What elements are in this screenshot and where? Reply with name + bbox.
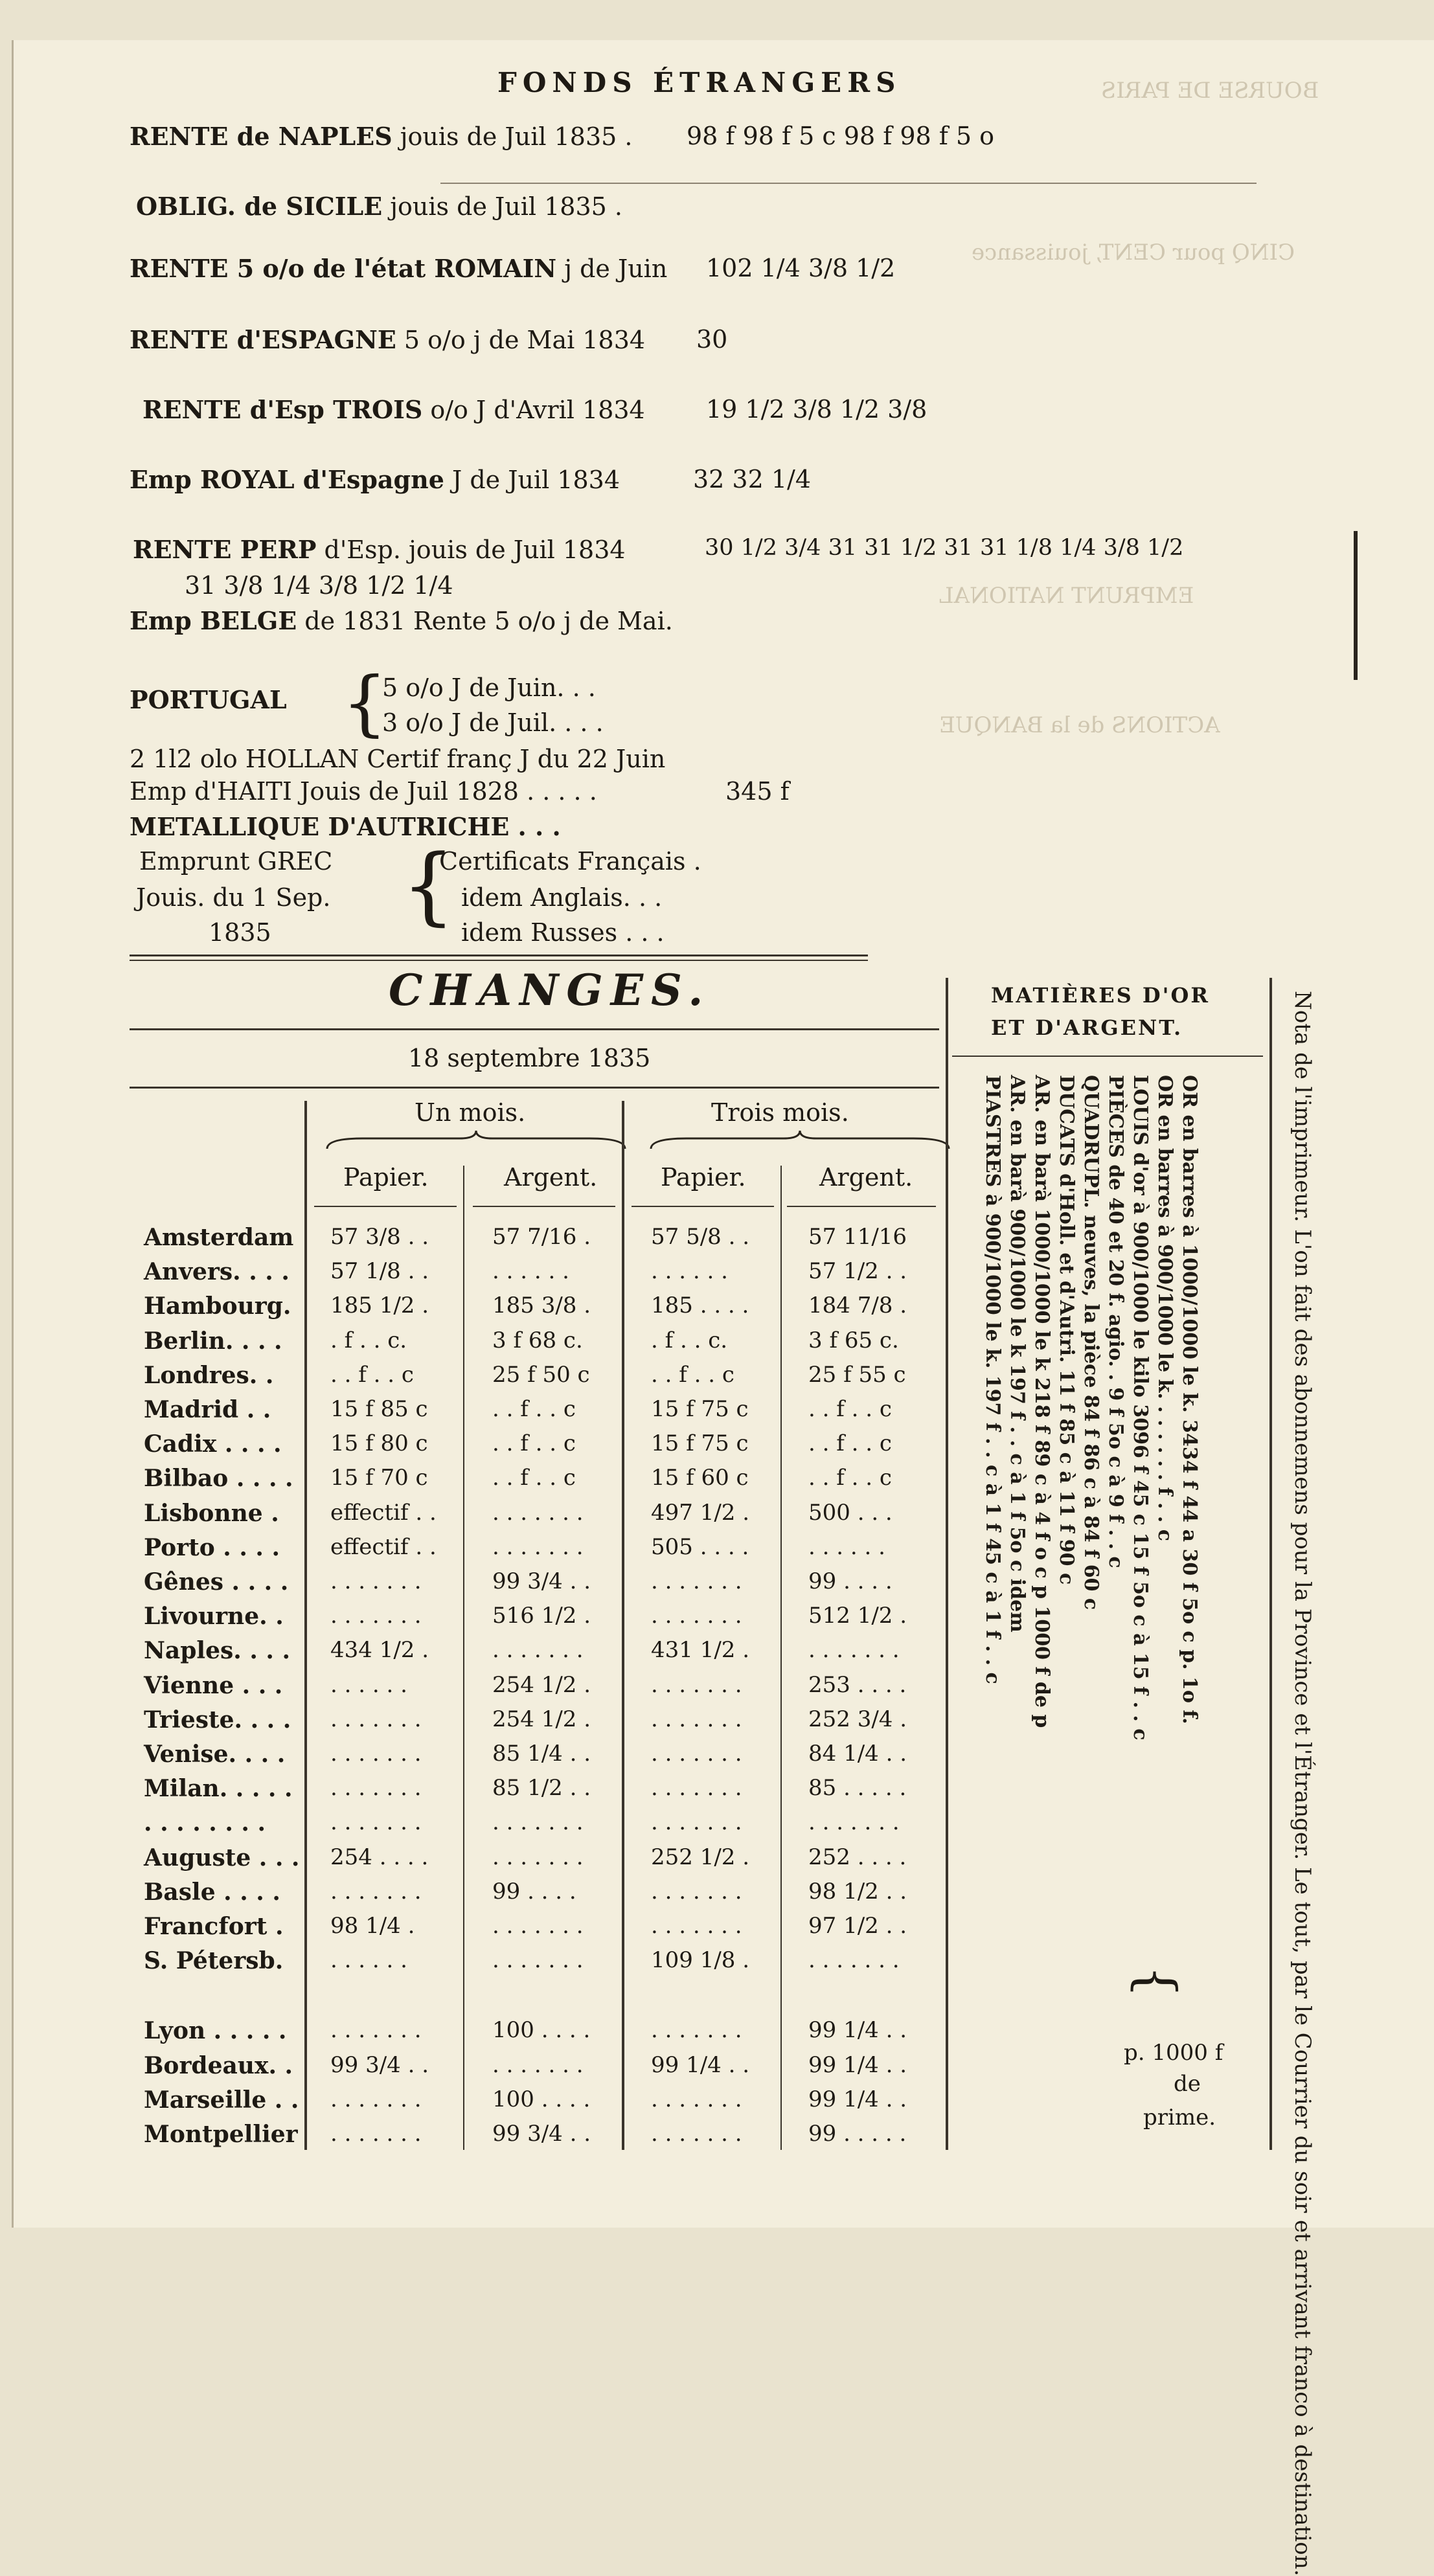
- matieres-line: PIASTRES à 900/1000 le k. 197 f . . c à 1 f 45 c à 1 f . . c: [981, 1075, 1004, 1684]
- cell-un-mois-papier: . . . . . . .: [330, 2121, 422, 2147]
- column-rule: [622, 1101, 624, 2150]
- cell-trois-mois-papier: 497 1/2 .: [651, 1499, 750, 1526]
- cell-trois-mois-papier: . . . . . . .: [651, 1741, 742, 1767]
- cell-trois-mois-papier: . . . . . . .: [651, 1603, 742, 1629]
- cell-un-mois-argent: 516 1/2 .: [492, 1603, 591, 1629]
- portugal-line: 5 o/o J de Juin. . .: [382, 673, 596, 702]
- prime-text: p. 1000 f: [1124, 2040, 1223, 2066]
- fonds-values: 98 f 98 f 5 c 98 f 98 f 5 o: [687, 122, 995, 150]
- matieres-title: ET D'ARGENT.: [991, 1015, 1183, 1040]
- col-header-trois-mois: Trois mois.: [711, 1098, 849, 1127]
- ghost-text: EMPRUNT NATIONAL: [939, 583, 1194, 609]
- fonds-line: Emp ROYAL d'Espagne J de Juil 1834: [130, 465, 620, 494]
- grec-label: Jouis. du 1 Sep.: [136, 883, 331, 912]
- cell-trois-mois-argent: 184 7/8 .: [808, 1293, 907, 1319]
- cell-un-mois-argent: . . . . . . .: [492, 1533, 584, 1560]
- cell-un-mois-papier: . . . . . .: [330, 1671, 407, 1698]
- metallique-line: METALLIQUE D'AUTRICHE . . .: [130, 812, 561, 841]
- matieres-title: MATIÈRES D'OR: [991, 983, 1210, 1008]
- matieres-line: AR. en barà 900/1000 le k 197 f . . c à 1 f 5o c idem: [1006, 1075, 1029, 1633]
- cell-trois-mois-argent: 252 3/4 .: [808, 1706, 907, 1732]
- cell-trois-mois-argent: 252 . . . .: [808, 1844, 907, 1870]
- cell-un-mois-papier: . . . . . . .: [330, 1775, 422, 1802]
- grec-cert: idem Russes . . .: [461, 918, 665, 947]
- cell-un-mois-argent: . . . . . .: [492, 1258, 569, 1285]
- city-name: Trieste. . . .: [144, 1706, 291, 1734]
- cell-un-mois-papier: . . f . . c: [330, 1361, 414, 1388]
- fonds-line: RENTE d'Esp TROIS o/o J d'Avril 1834: [142, 395, 645, 424]
- cell-un-mois-argent: 25 f 50 c: [492, 1361, 590, 1388]
- fonds-line: RENTE de NAPLES jouis de Juil 1835 .: [130, 122, 633, 151]
- cell-un-mois-argent: 3 f 68 c.: [492, 1327, 583, 1353]
- cell-trois-mois-papier: . . . . . . .: [651, 2017, 742, 2044]
- cell-trois-mois-argent: 25 f 55 c: [808, 1361, 906, 1388]
- cell-un-mois-papier: 98 1/4 .: [330, 1913, 415, 1939]
- matieres-line: DUCATS d'Holl. et d'Autri. 11 f 85 c à 11 f 90 c: [1055, 1075, 1078, 1585]
- cell-un-mois-papier: 15 f 80 c: [330, 1430, 428, 1457]
- cell-trois-mois-argent: 253 . . . .: [808, 1671, 907, 1698]
- cell-trois-mois-argent: . . f . . c: [808, 1396, 892, 1422]
- ghost-text: CINQ pour CENT, jouissance: [972, 240, 1295, 266]
- cell-trois-mois-papier: 185 . . . .: [651, 1293, 749, 1319]
- city-name: Anvers. . . .: [144, 1258, 290, 1286]
- cell-trois-mois-papier: 505 . . . .: [651, 1533, 749, 1560]
- column-rule: [304, 1101, 307, 2150]
- cell-un-mois-papier: . . . . . . .: [330, 2086, 422, 2112]
- divider: [314, 1206, 457, 1207]
- cell-un-mois-papier: . f . . c.: [330, 1327, 407, 1353]
- cell-un-mois-argent: 57 7/16 .: [492, 1224, 591, 1250]
- city-name: Cadix . . . .: [144, 1430, 282, 1458]
- divider: [130, 1087, 939, 1089]
- city-name: Bordeaux. .: [144, 2051, 293, 2079]
- city-name: S. Pétersb.: [144, 1947, 284, 1975]
- prime-text: prime.: [1143, 2105, 1216, 2130]
- cell-trois-mois-papier: . . . . . . .: [651, 1706, 742, 1732]
- cell-trois-mois-papier: 15 f 60 c: [651, 1465, 749, 1491]
- cell-trois-mois-papier: 15 f 75 c: [651, 1396, 749, 1422]
- cell-un-mois-argent: 99 3/4 . .: [492, 1568, 591, 1594]
- cell-un-mois-papier: 15 f 85 c: [330, 1396, 428, 1422]
- cell-trois-mois-papier: . . f . . c: [651, 1361, 734, 1388]
- cell-trois-mois-argent: 99 . . . . .: [808, 2121, 907, 2147]
- divider: [952, 1056, 1263, 1057]
- grec-cert: Certificats Français .: [439, 847, 701, 876]
- fonds-line: RENTE PERP d'Esp. jouis de Juil 1834: [133, 535, 626, 564]
- cell-un-mois-papier: 99 3/4 . .: [330, 2051, 429, 2078]
- divider: [473, 1206, 615, 1207]
- column-rule: [946, 978, 948, 2150]
- grec-cert: idem Anglais. . .: [461, 883, 663, 912]
- divider: [787, 1206, 936, 1207]
- grec-label: Emprunt GREC: [139, 847, 333, 876]
- portugal-label: PORTUGAL: [130, 685, 287, 714]
- cell-trois-mois-papier: 57 5/8 . .: [651, 1224, 750, 1250]
- brace: {: [342, 661, 387, 744]
- column-rule: [1269, 978, 1272, 2150]
- cell-trois-mois-argent: . . . . . . .: [808, 1637, 900, 1664]
- cell-trois-mois-argent: . . f . . c: [808, 1430, 892, 1457]
- cell-trois-mois-argent: 84 1/4 . .: [808, 1741, 907, 1767]
- city-name: Bilbao . . . .: [144, 1465, 293, 1493]
- city-name: Livourne. .: [144, 1603, 284, 1631]
- fonds-line: RENTE 5 o/o de l'état ROMAIN j de Juin: [130, 254, 668, 283]
- cell-un-mois-papier: effectif . .: [330, 1533, 437, 1560]
- city-name: Amsterdam: [144, 1224, 294, 1251]
- fonds-values: 32 32 1/4: [693, 465, 812, 493]
- matieres-line: OR en barres à 1000/1000 le k. 3434 f 44 a 30 f 5o c p. 1o f.: [1178, 1075, 1201, 1724]
- cell-trois-mois-papier: . . . . . . .: [651, 1809, 742, 1836]
- cell-trois-mois-argent: 57 11/16: [808, 1224, 907, 1250]
- matieres-line: AR. en barà 1000/1000 le k 218 f 89 c à 4 f o c p 1000 f de p: [1030, 1075, 1053, 1728]
- cell-trois-mois-papier: . . . . . . .: [651, 2086, 742, 2112]
- cell-un-mois-argent: 99 . . . .: [492, 1878, 576, 1904]
- city-name: Auguste . . .: [144, 1844, 300, 1871]
- col-header-papier: Papier.: [661, 1163, 746, 1192]
- page-title: FONDS ÉTRANGERS: [497, 67, 902, 98]
- header-brace: [648, 1129, 952, 1153]
- city-name: Hambourg.: [144, 1293, 291, 1320]
- cell-trois-mois-argent: 500 . . .: [808, 1499, 893, 1526]
- city-name: Francfort .: [144, 1913, 284, 1940]
- cell-trois-mois-argent: 99 1/4 . .: [808, 2017, 907, 2044]
- cell-un-mois-argent: 85 1/4 . .: [492, 1741, 591, 1767]
- edge-mark: [1354, 531, 1358, 680]
- cell-trois-mois-papier: . . . . . . .: [651, 1878, 742, 1904]
- city-name: Venise. . . .: [144, 1741, 286, 1768]
- portugal-line: 3 o/o J de Juil. . . .: [382, 708, 604, 737]
- cell-trois-mois-papier: 431 1/2 .: [651, 1637, 750, 1664]
- prime-text: de: [1174, 2071, 1201, 2097]
- col-header-argent: Argent.: [819, 1163, 913, 1192]
- fonds-line: Emp BELGE de 1831 Rente 5 o/o j de Mai.: [130, 606, 673, 635]
- cell-un-mois-papier: . . . . . . .: [330, 1809, 422, 1836]
- city-name: Montpellier: [144, 2121, 298, 2148]
- col-header-papier: Papier.: [343, 1163, 429, 1192]
- cell-trois-mois-argent: 57 1/2 . .: [808, 1258, 907, 1285]
- divider: [632, 1206, 774, 1207]
- cell-un-mois-argent: 254 1/2 .: [492, 1706, 591, 1732]
- fonds-values: 30: [696, 325, 728, 354]
- cell-un-mois-argent: . . . . . . .: [492, 1637, 584, 1664]
- cell-un-mois-papier: . . . . . . .: [330, 1741, 422, 1767]
- column-rule: [463, 1166, 464, 2150]
- haiti-line: Emp d'HAITI Jouis de Juil 1828 . . . . .: [130, 777, 597, 806]
- cell-trois-mois-papier: 99 1/4 . .: [651, 2051, 750, 2078]
- cell-trois-mois-argent: . . f . . c: [808, 1465, 892, 1491]
- grec-label: 1835: [209, 918, 271, 947]
- cell-un-mois-argent: 85 1/2 . .: [492, 1775, 591, 1802]
- cell-un-mois-papier: . . . . . . .: [330, 1568, 422, 1594]
- cell-un-mois-argent: 99 3/4 . .: [492, 2121, 591, 2147]
- city-name: Porto . . . .: [144, 1533, 280, 1561]
- col-header-argent: Argent.: [504, 1163, 598, 1192]
- cell-un-mois-argent: . . f . . c: [492, 1430, 576, 1457]
- city-name: Londres. .: [144, 1361, 274, 1389]
- cell-trois-mois-argent: . . . . . . .: [808, 1947, 900, 1974]
- divider: [130, 1028, 939, 1030]
- cell-un-mois-papier: . . . . . .: [330, 1947, 407, 1974]
- fonds-line: OBLIG. de SICILE jouis de Juil 1835 .: [136, 192, 622, 221]
- cell-un-mois-papier: 254 . . . .: [330, 1844, 429, 1870]
- fonds-values: 19 1/2 3/8 1/2 3/8: [706, 395, 928, 424]
- fonds-values: 102 1/4 3/8 1/2: [706, 254, 896, 282]
- changes-date: 18 septembre 1835: [408, 1044, 651, 1072]
- cell-un-mois-argent: 254 1/2 .: [492, 1671, 591, 1698]
- cell-un-mois-papier: . . . . . . .: [330, 2017, 422, 2044]
- cell-un-mois-argent: . . f . . c: [492, 1396, 576, 1422]
- cell-trois-mois-papier: . . . . . . .: [651, 1671, 742, 1698]
- cell-un-mois-papier: 15 f 70 c: [330, 1465, 428, 1491]
- cell-un-mois-argent: . . . . . . .: [492, 1947, 584, 1974]
- cell-trois-mois-papier: 109 1/8 .: [651, 1947, 750, 1974]
- ghost-text: ACTIONS de la BANQUE: [939, 712, 1220, 738]
- cell-trois-mois-argent: 99 1/4 . .: [808, 2051, 907, 2078]
- fonds-line: 31 3/8 1/4 3/8 1/2 1/4: [185, 571, 453, 600]
- header-brace: [324, 1129, 628, 1153]
- divider: [130, 960, 868, 961]
- city-name: Vienne . . .: [144, 1671, 283, 1699]
- cell-un-mois-argent: . . . . . . .: [492, 1844, 584, 1870]
- cell-trois-mois-argent: 99 1/4 . .: [808, 2086, 907, 2112]
- city-name: . . . . . . . .: [144, 1809, 266, 1837]
- cell-trois-mois-argent: . . . . . . .: [808, 1809, 900, 1836]
- changes-title: CHANGES.: [389, 965, 711, 1015]
- city-name: Berlin. . . .: [144, 1327, 282, 1355]
- cell-trois-mois-papier: 252 1/2 .: [651, 1844, 750, 1870]
- cell-un-mois-papier: . . . . . . .: [330, 1706, 422, 1732]
- cell-un-mois-argent: . . . . . . .: [492, 1913, 584, 1939]
- cell-trois-mois-papier: . . . . . .: [651, 1258, 728, 1285]
- cell-un-mois-papier: . . . . . . .: [330, 1603, 422, 1629]
- cell-trois-mois-argent: 85 . . . . .: [808, 1775, 907, 1802]
- city-name: Lyon . . . . .: [144, 2017, 287, 2045]
- cell-trois-mois-papier: . f . . c.: [651, 1327, 728, 1353]
- cell-trois-mois-papier: . . . . . . .: [651, 1913, 742, 1939]
- cell-trois-mois-papier: . . . . . . .: [651, 1568, 742, 1594]
- cell-trois-mois-argent: 512 1/2 .: [808, 1603, 907, 1629]
- haiti-value: 345 f: [725, 777, 790, 806]
- matieres-line: QUADRUPL. neuves, la pièce 84 f 86 c à 84 f 60 c: [1080, 1075, 1102, 1610]
- cell-trois-mois-argent: . . . . . .: [808, 1533, 885, 1560]
- cell-un-mois-papier: effectif . .: [330, 1499, 437, 1526]
- ghost-text: BOURSE DE PARIS: [1101, 78, 1319, 104]
- matieres-line: PIÈCES de 40 et 20 f. agio. . 9 f 5o c à 9 f . . c: [1104, 1075, 1127, 1568]
- city-name: Milan. . . . .: [144, 1775, 293, 1803]
- cell-trois-mois-papier: . . . . . . .: [651, 1775, 742, 1802]
- cell-un-mois-argent: . . . . . . .: [492, 1499, 584, 1526]
- cell-un-mois-papier: 57 1/8 . .: [330, 1258, 429, 1285]
- cell-trois-mois-argent: 97 1/2 . .: [808, 1913, 907, 1939]
- fonds-line: RENTE d'ESPAGNE 5 o/o j de Mai 1834: [130, 325, 646, 354]
- cell-un-mois-argent: . . f . . c: [492, 1465, 576, 1491]
- divider: [440, 183, 1257, 184]
- city-name: Marseille . .: [144, 2086, 299, 2114]
- matieres-line: LOUIS d'or à 900/1000 le kilo 3096 f 45 c 15 f 5o c à 15 f . . c: [1129, 1075, 1152, 1741]
- cell-trois-mois-argent: 99 . . . .: [808, 1568, 893, 1594]
- city-name: Lisbonne .: [144, 1499, 279, 1527]
- cell-un-mois-papier: 57 3/8 . .: [330, 1224, 429, 1250]
- footnote: Nota de l'imprimeur. L'on fait des abonnemens pour la Province et l'Étranger. Le tout, par le Courrier du soir et arrivant franco à destination.: [1290, 991, 1315, 2576]
- cell-un-mois-papier: . . . . . . .: [330, 1878, 422, 1904]
- matieres-line: OR en barres à 900/1000 le k. . . . . . . f . . c: [1154, 1075, 1176, 1542]
- city-name: Gênes . . . .: [144, 1568, 289, 1596]
- cell-un-mois-argent: 100 . . . .: [492, 2017, 591, 2044]
- fonds-values: 30 1/2 3/4 31 31 1/2 31 31 1/8 1/4 3/8 1/2: [705, 535, 1184, 561]
- city-name: Madrid . .: [144, 1396, 271, 1423]
- divider: [130, 955, 868, 956]
- cell-trois-mois-argent: 98 1/2 . .: [808, 1878, 907, 1904]
- cell-trois-mois-papier: 15 f 75 c: [651, 1430, 749, 1457]
- column-rule: [780, 1166, 782, 2150]
- cell-trois-mois-argent: 3 f 65 c.: [808, 1327, 899, 1353]
- city-name: Naples. . . .: [144, 1637, 290, 1665]
- brace: {: [402, 836, 455, 934]
- cell-trois-mois-papier: . . . . . . .: [651, 2121, 742, 2147]
- cell-un-mois-argent: 185 3/8 .: [492, 1293, 591, 1319]
- cell-un-mois-argent: . . . . . . .: [492, 1809, 584, 1836]
- cell-un-mois-argent: 100 . . . .: [492, 2086, 591, 2112]
- cell-un-mois-papier: 185 1/2 .: [330, 1293, 429, 1319]
- cell-un-mois-papier: 434 1/2 .: [330, 1637, 429, 1664]
- cell-un-mois-argent: . . . . . . .: [492, 2051, 584, 2078]
- col-header-un-mois: Un mois.: [415, 1098, 526, 1127]
- hollan-line: 2 1l2 olo HOLLAN Certif franç J du 22 Juin: [130, 745, 666, 773]
- city-name: Basle . . . .: [144, 1878, 280, 1906]
- brace: {: [1126, 1965, 1187, 1998]
